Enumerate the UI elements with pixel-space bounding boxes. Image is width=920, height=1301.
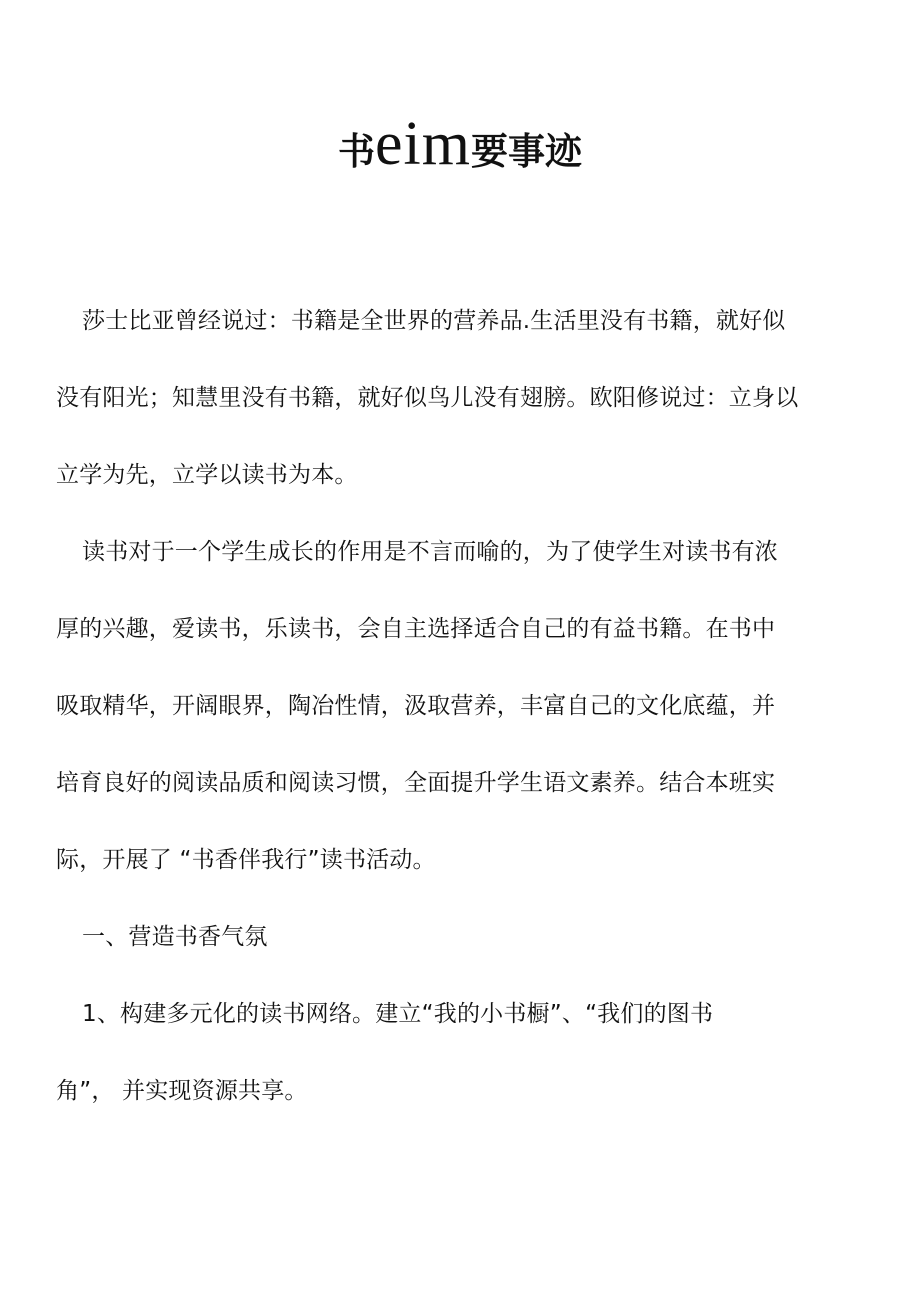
paragraph-2-line-1: 读书对于一个学生成长的作用是不言而喻的，为了使学生对读书有浓 — [82, 539, 778, 565]
paragraph-1-line-1: 莎士比亚曾经说过：书籍是全世界的营养品.生活里没有书籍，就好似 — [82, 308, 786, 334]
document-title — [0, 104, 920, 193]
title-prefix: 书 — [338, 130, 375, 173]
paragraph-2-line-5: 际，开展了 “书香伴我行”读书活动。 — [56, 847, 436, 873]
paragraph-2-line-3: 吸取精华，开阔眼界，陶冶性情，汲取营养，丰富自己的文化底蕴，并 — [56, 693, 776, 719]
title-suffix: 要事迹 — [470, 130, 582, 173]
paragraph-1-line-2: 没有阳光；知慧里没有书籍，就好似鸟儿没有翅膀。欧阳修说过：立身以 — [56, 385, 799, 411]
item-1-line-1: 1、构建多元化的读书网络。建立“我的小书橱”、“我们的图书 — [82, 1001, 714, 1027]
title-latin: eim — [375, 110, 471, 178]
paragraph-2-line-2: 厚的兴趣，爱读书，乐读书，会自主选择适合自己的有益书籍。在书中 — [56, 616, 776, 642]
section-heading: 一、营造书香气氛 — [82, 924, 268, 950]
item-1-line-2: 角”， 并实现资源共享。 — [56, 1078, 308, 1104]
paragraph-2-line-4: 培育良好的阅读品质和阅读习惯，全面提升学生语文素养。结合本班实 — [56, 770, 776, 796]
paragraph-1-line-3: 立学为先，立学以读书为本。 — [56, 462, 358, 488]
